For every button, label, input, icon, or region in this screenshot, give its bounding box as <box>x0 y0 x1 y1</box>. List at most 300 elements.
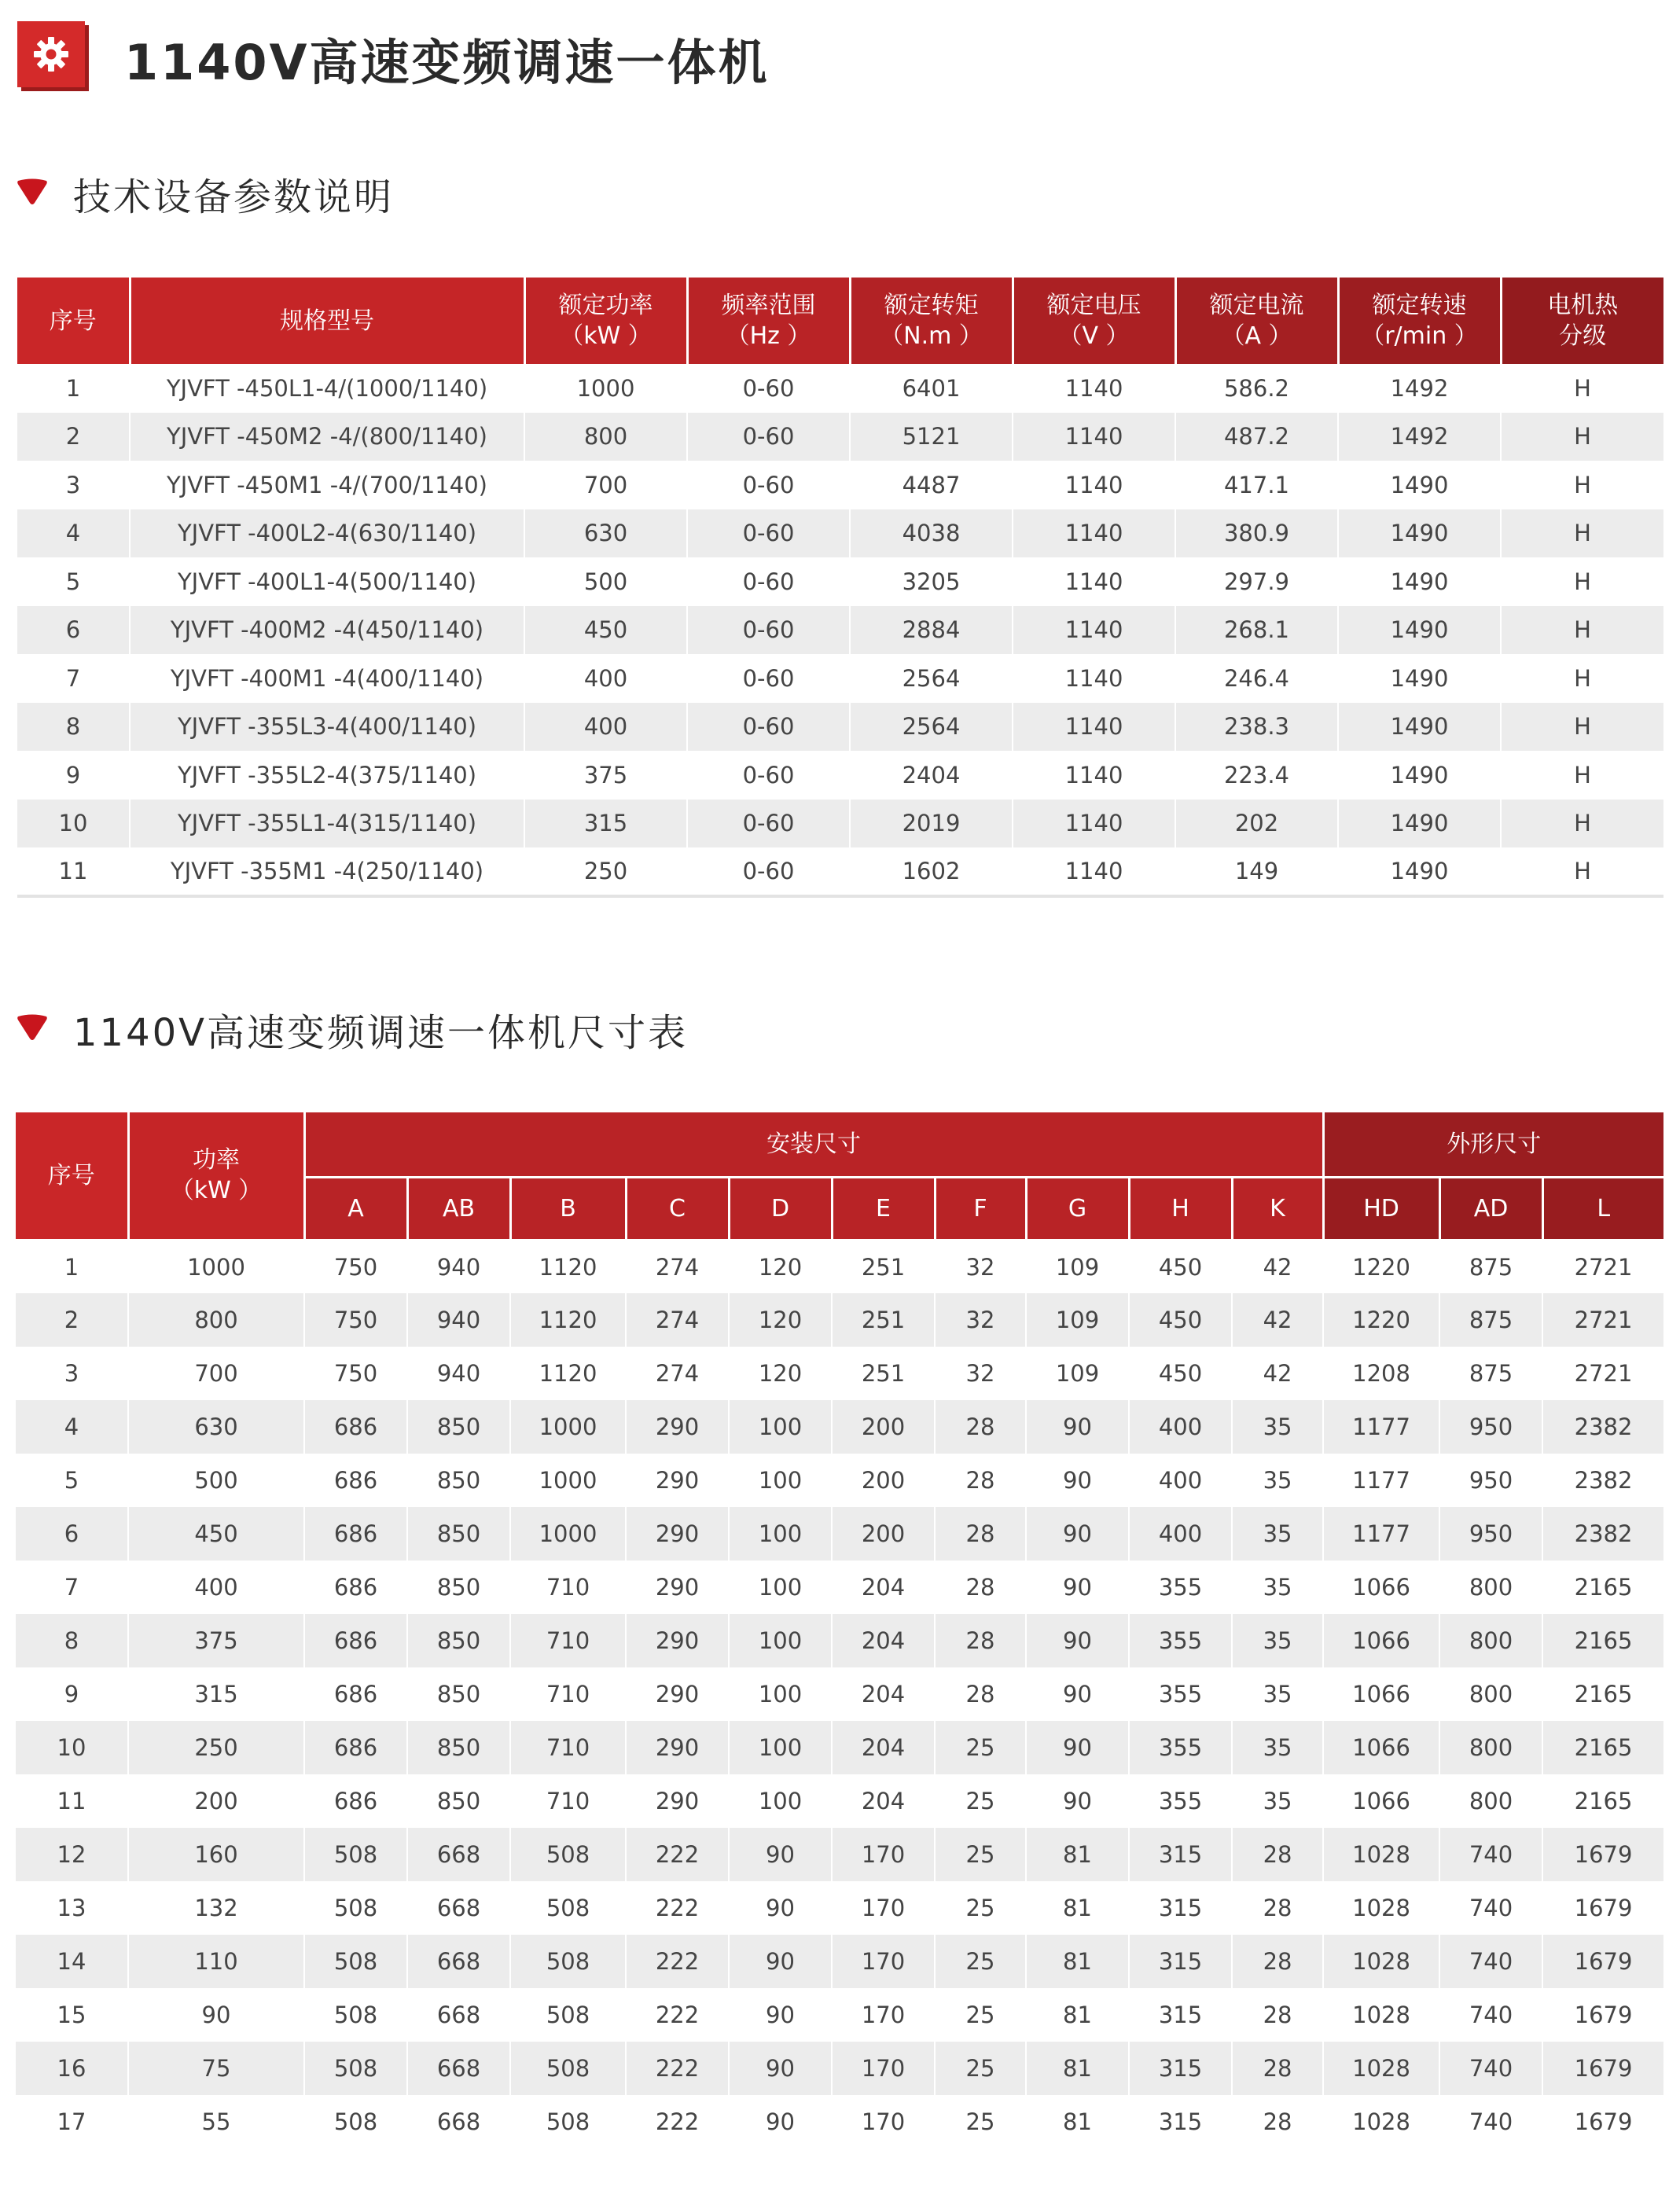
table-cell: 875 <box>1439 1347 1542 1400</box>
table-cell: 2165 <box>1542 1614 1663 1667</box>
table-cell: 875 <box>1439 1240 1542 1293</box>
table-cell: 170 <box>832 1828 935 1881</box>
table-cell: 90 <box>1026 1774 1129 1828</box>
dim-header-power-label: 功率 <box>193 1146 240 1175</box>
table-cell: 28 <box>935 1507 1026 1561</box>
table-row <box>17 800 1663 848</box>
table-cell: 500 <box>524 557 687 606</box>
table-cell: YJVFT -355L3-4(400/1140) <box>130 703 524 752</box>
table-cell: H <box>1501 800 1663 848</box>
table-cell: H <box>1501 606 1663 655</box>
spec-table-body <box>17 364 1663 896</box>
table-cell: 251 <box>832 1293 935 1347</box>
table-cell: 28 <box>1232 1828 1323 1881</box>
table-cell: 204 <box>832 1774 935 1828</box>
table-cell: 1140 <box>1013 654 1175 703</box>
spec-header-cell <box>1338 278 1501 364</box>
table-cell: 500 <box>128 1454 304 1507</box>
table-cell: 42 <box>1232 1240 1323 1293</box>
table-cell: 132 <box>128 1881 304 1935</box>
table-row <box>17 847 1663 896</box>
table-cell: 0-60 <box>687 751 850 800</box>
table-cell: 0-60 <box>687 413 850 461</box>
table-cell: 800 <box>1439 1721 1542 1774</box>
table-cell: 222 <box>626 2042 729 2095</box>
table-cell: 204 <box>832 1561 935 1614</box>
table-cell: 6 <box>16 1507 128 1561</box>
table-row <box>17 751 1663 800</box>
table-cell: 1000 <box>524 364 687 413</box>
table-cell: 222 <box>626 1988 729 2042</box>
table-cell: 81 <box>1026 1881 1129 1935</box>
table-cell: 1490 <box>1338 557 1501 606</box>
table-cell: 1490 <box>1338 751 1501 800</box>
table-cell: 170 <box>832 1881 935 1935</box>
table-cell: 950 <box>1439 1400 1542 1454</box>
dim-header-outline: 外形尺寸 <box>1323 1112 1663 1177</box>
table-cell: 100 <box>729 1507 832 1561</box>
table-cell: 1140 <box>1013 703 1175 752</box>
table-cell: 400 <box>1129 1454 1232 1507</box>
table-cell: 274 <box>626 1293 729 1347</box>
table-cell: 1066 <box>1323 1667 1439 1721</box>
page-header <box>0 0 1680 118</box>
table-cell: 740 <box>1439 1881 1542 1935</box>
table-cell: 315 <box>1129 2095 1232 2149</box>
table-cell: 3 <box>17 461 130 509</box>
table-cell: 4 <box>17 509 130 558</box>
table-cell: 0-60 <box>687 461 850 509</box>
table-cell: 668 <box>407 2042 510 2095</box>
table-cell: 586.2 <box>1175 364 1338 413</box>
table-cell: 9 <box>17 751 130 800</box>
table-cell: 1028 <box>1323 1935 1439 1988</box>
table-cell: 200 <box>832 1454 935 1507</box>
table-cell: 90 <box>729 1935 832 1988</box>
table-cell: 0-60 <box>687 606 850 655</box>
table-cell: H <box>1501 751 1663 800</box>
dim-header-install-col: C <box>626 1177 729 1240</box>
table-cell: 202 <box>1175 800 1338 848</box>
table-cell: H <box>1501 557 1663 606</box>
table-cell: 81 <box>1026 2042 1129 2095</box>
table-cell: 81 <box>1026 1828 1129 1881</box>
table-cell: 200 <box>832 1400 935 1454</box>
table-cell: 710 <box>510 1667 626 1721</box>
table-cell: 28 <box>1232 2095 1323 2149</box>
table-cell: 170 <box>832 1988 935 2042</box>
page-title: 1140V高速变频调速一体机 <box>124 34 770 91</box>
table-row <box>17 557 1663 606</box>
table-cell: 417.1 <box>1175 461 1338 509</box>
table-cell: YJVFT -450M2 -4/(800/1140) <box>130 413 524 461</box>
table-cell: 110 <box>128 1935 304 1988</box>
table-cell: 250 <box>524 847 687 896</box>
table-cell: 850 <box>407 1454 510 1507</box>
table-cell: 710 <box>510 1774 626 1828</box>
table-cell: 1028 <box>1323 1988 1439 2042</box>
table-cell: 1177 <box>1323 1400 1439 1454</box>
table-cell: H <box>1501 364 1663 413</box>
table-cell: 2382 <box>1542 1507 1663 1561</box>
gear-icon <box>31 35 71 74</box>
table-cell: 246.4 <box>1175 654 1338 703</box>
table-cell: 940 <box>407 1347 510 1400</box>
table-cell: 6401 <box>850 364 1013 413</box>
table-cell: 15 <box>16 1988 128 2042</box>
table-cell: 223.4 <box>1175 751 1338 800</box>
table-cell: 355 <box>1129 1667 1232 1721</box>
table-cell: 35 <box>1232 1507 1323 1561</box>
table-row <box>16 1454 1663 1507</box>
dimension-table <box>16 1112 1663 2149</box>
dim-header-outline-col: AD <box>1439 1177 1542 1240</box>
table-cell: H <box>1501 847 1663 896</box>
table-row <box>16 1240 1663 1293</box>
table-row <box>16 1667 1663 1721</box>
table-cell: 1140 <box>1013 413 1175 461</box>
table-cell: 740 <box>1439 2095 1542 2149</box>
table-cell: 8 <box>17 703 130 752</box>
table-cell: 850 <box>407 1667 510 1721</box>
table-cell: 508 <box>510 1935 626 1988</box>
table-cell: 850 <box>407 1721 510 1774</box>
spec-table <box>17 278 1663 898</box>
table-cell: 508 <box>510 1881 626 1935</box>
spec-header-unit: （N.m ） <box>880 322 983 350</box>
table-cell: 11 <box>16 1774 128 1828</box>
table-cell: 28 <box>935 1614 1026 1667</box>
table-cell: 90 <box>1026 1454 1129 1507</box>
table-cell: 315 <box>1129 1881 1232 1935</box>
table-cell: 3 <box>16 1347 128 1400</box>
table-cell: 1140 <box>1013 509 1175 558</box>
table-cell: 1140 <box>1013 364 1175 413</box>
spec-header-cell <box>1175 278 1338 364</box>
spec-header-cell <box>1013 278 1175 364</box>
spec-section-header <box>0 159 1680 222</box>
table-cell: 686 <box>304 1721 407 1774</box>
table-cell: 290 <box>626 1507 729 1561</box>
table-cell: 940 <box>407 1293 510 1347</box>
table-cell: 90 <box>1026 1507 1129 1561</box>
table-cell: 668 <box>407 1828 510 1881</box>
table-cell: 1 <box>17 364 130 413</box>
table-cell: 25 <box>935 2042 1026 2095</box>
table-cell: 90 <box>1026 1614 1129 1667</box>
table-cell: 2382 <box>1542 1400 1663 1454</box>
table-cell: 380.9 <box>1175 509 1338 558</box>
table-cell: 81 <box>1026 1988 1129 2042</box>
table-cell: 1066 <box>1323 1614 1439 1667</box>
table-cell: 16 <box>16 2042 128 2095</box>
table-cell: 0-60 <box>687 509 850 558</box>
table-cell: 81 <box>1026 2095 1129 2149</box>
table-cell: 8 <box>16 1614 128 1667</box>
spec-header-cell <box>524 278 687 364</box>
spec-header-label: 电机热 <box>1547 292 1619 319</box>
table-cell: 222 <box>626 1935 729 1988</box>
spec-header-label: 额定电流 <box>1209 292 1304 319</box>
table-cell: 4038 <box>850 509 1013 558</box>
table-cell: 2721 <box>1542 1293 1663 1347</box>
table-cell: 400 <box>524 654 687 703</box>
table-cell: 2564 <box>850 703 1013 752</box>
table-cell: 686 <box>304 1774 407 1828</box>
table-cell: 1220 <box>1323 1293 1439 1347</box>
table-cell: 100 <box>729 1667 832 1721</box>
spec-header-unit: 分级 <box>1559 322 1607 350</box>
table-cell: 750 <box>304 1240 407 1293</box>
table-cell: 508 <box>304 2095 407 2149</box>
table-cell: 290 <box>626 1561 729 1614</box>
table-cell: 170 <box>832 2095 935 2149</box>
table-cell: 508 <box>304 2042 407 2095</box>
table-cell: 1490 <box>1338 703 1501 752</box>
spec-header-unit: （kW ） <box>560 322 652 350</box>
table-cell: 940 <box>407 1240 510 1293</box>
dim-header-install-col: D <box>729 1177 832 1240</box>
table-cell: 450 <box>128 1507 304 1561</box>
table-cell: 0-60 <box>687 847 850 896</box>
table-cell: 3205 <box>850 557 1013 606</box>
spec-header-label: 序号 <box>49 307 97 335</box>
table-cell: 1000 <box>128 1240 304 1293</box>
table-cell: 1 <box>16 1240 128 1293</box>
dim-header-outline-col: L <box>1542 1177 1663 1240</box>
table-cell: 668 <box>407 1881 510 1935</box>
table-row <box>16 1935 1663 1988</box>
table-cell: 274 <box>626 1347 729 1400</box>
table-cell: 1220 <box>1323 1240 1439 1293</box>
table-row <box>16 1507 1663 1561</box>
table-cell: 450 <box>1129 1293 1232 1347</box>
table-cell: 120 <box>729 1293 832 1347</box>
table-cell: 1000 <box>510 1507 626 1561</box>
table-cell: 1140 <box>1013 847 1175 896</box>
table-cell: 450 <box>524 606 687 655</box>
table-cell: YJVFT -450L1-4/(1000/1140) <box>130 364 524 413</box>
table-cell: 315 <box>524 800 687 848</box>
spec-header-unit: （A ） <box>1221 322 1292 350</box>
table-cell: 28 <box>935 1400 1026 1454</box>
table-cell: 800 <box>1439 1774 1542 1828</box>
table-cell: 630 <box>128 1400 304 1454</box>
table-cell: 238.3 <box>1175 703 1338 752</box>
logo-badge <box>17 21 85 87</box>
table-cell: 800 <box>1439 1614 1542 1667</box>
table-cell: 508 <box>304 1881 407 1935</box>
table-cell: 800 <box>524 413 687 461</box>
table-cell: 90 <box>729 1828 832 1881</box>
table-cell: 740 <box>1439 2042 1542 2095</box>
table-cell: 290 <box>626 1721 729 1774</box>
triangle-down-icon <box>16 1013 49 1042</box>
table-cell: 950 <box>1439 1507 1542 1561</box>
table-cell: 25 <box>935 1828 1026 1881</box>
table-cell: 290 <box>626 1774 729 1828</box>
table-cell: 25 <box>935 1774 1026 1828</box>
table-cell: 25 <box>935 1935 1026 1988</box>
table-cell: 204 <box>832 1721 935 1774</box>
spec-header-label: 规格型号 <box>280 307 374 335</box>
spec-header-label: 频率范围 <box>721 292 816 319</box>
table-cell: 1679 <box>1542 1935 1663 1988</box>
table-cell: 355 <box>1129 1774 1232 1828</box>
table-cell: 315 <box>1129 2042 1232 2095</box>
table-cell: 850 <box>407 1507 510 1561</box>
table-row <box>17 461 1663 509</box>
spec-header-cell <box>130 278 524 364</box>
table-row <box>17 606 1663 655</box>
table-cell: 740 <box>1439 1935 1542 1988</box>
table-cell: YJVFT -400L1-4(500/1140) <box>130 557 524 606</box>
table-cell: 1140 <box>1013 606 1175 655</box>
table-cell: 7 <box>16 1561 128 1614</box>
spec-header-unit: （Hz ） <box>726 322 811 350</box>
table-cell: 90 <box>1026 1561 1129 1614</box>
table-cell: 750 <box>304 1347 407 1400</box>
table-cell: 2165 <box>1542 1774 1663 1828</box>
table-cell: YJVFT -400L2-4(630/1140) <box>130 509 524 558</box>
table-cell: 6 <box>17 606 130 655</box>
table-cell: 1177 <box>1323 1454 1439 1507</box>
table-cell: 25 <box>935 2095 1026 2149</box>
table-row <box>16 1881 1663 1935</box>
table-cell: YJVFT -450M1 -4/(700/1140) <box>130 461 524 509</box>
table-cell: 355 <box>1129 1561 1232 1614</box>
table-cell: 2564 <box>850 654 1013 703</box>
table-cell: 1120 <box>510 1347 626 1400</box>
spec-header-label: 额定电压 <box>1046 292 1141 319</box>
table-cell: 42 <box>1232 1293 1323 1347</box>
table-cell: 35 <box>1232 1614 1323 1667</box>
table-cell: 160 <box>128 1828 304 1881</box>
table-cell: 75 <box>128 2042 304 2095</box>
dim-header-install-col: F <box>935 1177 1026 1240</box>
table-cell: 90 <box>729 1881 832 1935</box>
table-cell: 25 <box>935 1881 1026 1935</box>
table-cell: 28 <box>935 1454 1026 1507</box>
table-cell: 875 <box>1439 1293 1542 1347</box>
table-cell: 355 <box>1129 1614 1232 1667</box>
table-cell: 2 <box>16 1293 128 1347</box>
table-cell: 508 <box>304 1935 407 1988</box>
dim-header-row-1 <box>16 1112 1663 1177</box>
table-cell: 800 <box>128 1293 304 1347</box>
table-row <box>16 1828 1663 1881</box>
table-cell: 1066 <box>1323 1561 1439 1614</box>
table-cell: 2721 <box>1542 1347 1663 1400</box>
table-cell: 686 <box>304 1454 407 1507</box>
table-cell: 55 <box>128 2095 304 2149</box>
table-cell: 4487 <box>850 461 1013 509</box>
table-cell: 290 <box>626 1400 729 1454</box>
dim-header-install-col: K <box>1232 1177 1323 1240</box>
table-cell: 700 <box>128 1347 304 1400</box>
table-cell: 204 <box>832 1667 935 1721</box>
table-cell: 290 <box>626 1614 729 1667</box>
table-cell: 35 <box>1232 1721 1323 1774</box>
table-cell: 508 <box>304 1828 407 1881</box>
dim-section-header <box>0 994 1680 1057</box>
table-cell: 25 <box>935 1721 1026 1774</box>
table-cell: 750 <box>304 1293 407 1347</box>
table-cell: 100 <box>729 1774 832 1828</box>
table-cell: YJVFT -355L2-4(375/1140) <box>130 751 524 800</box>
spec-header-cell <box>687 278 850 364</box>
table-cell: 1066 <box>1323 1721 1439 1774</box>
table-cell: 950 <box>1439 1454 1542 1507</box>
table-row <box>17 413 1663 461</box>
table-cell: 1028 <box>1323 1828 1439 1881</box>
table-cell: 90 <box>1026 1400 1129 1454</box>
table-cell: 90 <box>128 1988 304 2042</box>
table-cell: 1679 <box>1542 2095 1663 2149</box>
table-cell: 450 <box>1129 1347 1232 1400</box>
table-cell: 508 <box>510 1988 626 2042</box>
table-cell: 400 <box>1129 1507 1232 1561</box>
table-cell: 251 <box>832 1347 935 1400</box>
table-cell: YJVFT -400M1 -4(400/1140) <box>130 654 524 703</box>
table-cell: 800 <box>1439 1561 1542 1614</box>
table-cell: 5 <box>16 1454 128 1507</box>
table-cell: 315 <box>128 1667 304 1721</box>
table-cell: 800 <box>1439 1667 1542 1721</box>
table-row <box>16 1347 1663 1400</box>
table-cell: 850 <box>407 1614 510 1667</box>
table-row <box>16 1614 1663 1667</box>
dim-header-power <box>128 1112 304 1240</box>
table-cell: H <box>1501 413 1663 461</box>
table-cell: 1490 <box>1338 606 1501 655</box>
table-row <box>17 509 1663 558</box>
table-cell: 740 <box>1439 1988 1542 2042</box>
table-cell: 274 <box>626 1240 729 1293</box>
table-cell: 28 <box>1232 2042 1323 2095</box>
table-cell: 400 <box>524 703 687 752</box>
table-cell: 149 <box>1175 847 1338 896</box>
table-cell: 17 <box>16 2095 128 2149</box>
table-cell: 35 <box>1232 1774 1323 1828</box>
table-cell: 1679 <box>1542 1988 1663 2042</box>
dim-header-install-col: G <box>1026 1177 1129 1240</box>
table-cell: 5 <box>17 557 130 606</box>
dim-header-outline-col: HD <box>1323 1177 1439 1240</box>
spec-section-title: 技术设备参数说明 <box>73 175 395 219</box>
table-cell: 315 <box>1129 1935 1232 1988</box>
table-cell: 1492 <box>1338 413 1501 461</box>
table-cell: 9 <box>16 1667 128 1721</box>
table-cell: 315 <box>1129 1828 1232 1881</box>
table-cell: 850 <box>407 1774 510 1828</box>
table-cell: 251 <box>832 1240 935 1293</box>
table-cell: 42 <box>1232 1347 1323 1400</box>
table-cell: 222 <box>626 2095 729 2149</box>
table-row <box>16 2042 1663 2095</box>
table-cell: 1679 <box>1542 1828 1663 1881</box>
table-cell: 1177 <box>1323 1507 1439 1561</box>
table-cell: 204 <box>832 1614 935 1667</box>
table-cell: 1490 <box>1338 461 1501 509</box>
table-cell: 12 <box>16 1828 128 1881</box>
dim-header-install-col: B <box>510 1177 626 1240</box>
table-cell: 1208 <box>1323 1347 1439 1400</box>
spec-header-row <box>17 278 1663 364</box>
table-cell: YJVFT -355M1 -4(250/1140) <box>130 847 524 896</box>
table-row <box>16 1774 1663 1828</box>
table-cell: 35 <box>1232 1454 1323 1507</box>
